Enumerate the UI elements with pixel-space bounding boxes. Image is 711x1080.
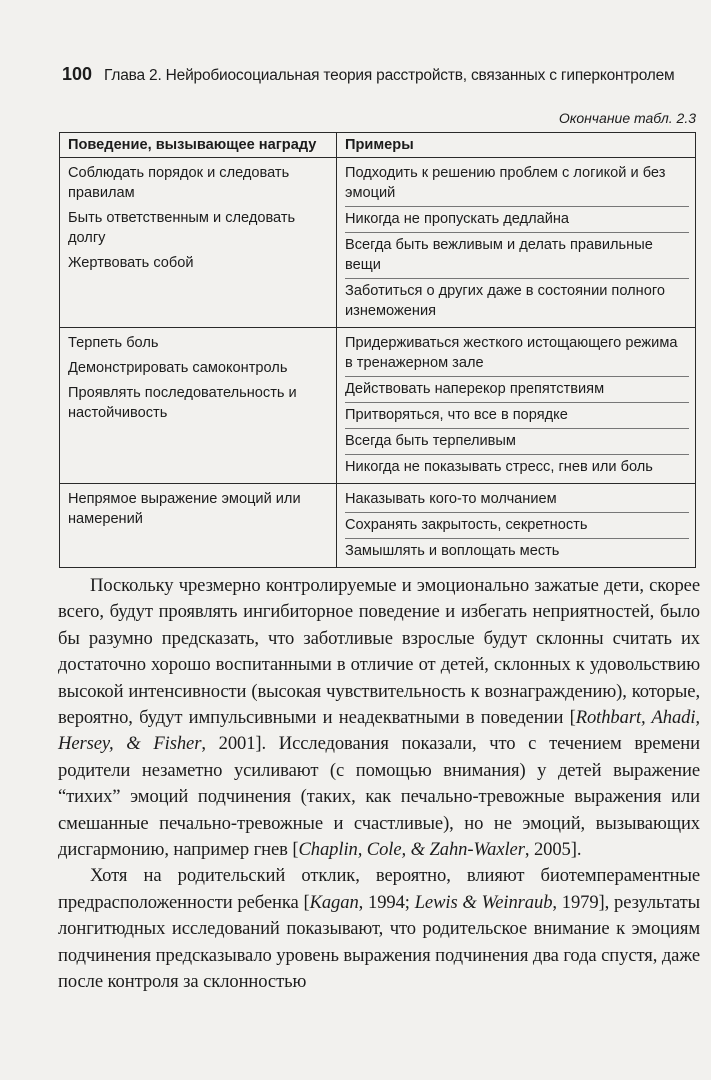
page-number: 100 <box>62 64 93 84</box>
example-item: Притворяться, что все в порядке <box>345 403 689 429</box>
example-item: Действовать наперекор препятствиям <box>345 377 689 403</box>
example-item: Замышлять и воплощать месть <box>345 543 560 559</box>
example-item: Никогда не пропускать дедлайна <box>345 207 689 233</box>
table-header-row <box>60 133 696 158</box>
behavior-item: Соблюдать порядок и следовать правилам <box>68 165 290 201</box>
example-item: Всегда быть терпеливым <box>345 429 689 455</box>
behavior-item: Быть ответственным и следовать долгу <box>68 210 296 246</box>
citation-authors: Lewis & Weinraub <box>414 891 553 913</box>
examples-cell <box>337 328 696 484</box>
behavior-cell <box>60 328 337 484</box>
table-row <box>60 158 696 328</box>
paragraph-text: , 1994; <box>358 891 415 913</box>
table-row <box>60 328 696 484</box>
column-header-examples: Примеры <box>337 133 696 158</box>
behavior-table <box>59 132 696 568</box>
behavior-item: Демонстрировать самоконтроль <box>68 360 288 376</box>
behavior-item: Терпеть боль <box>68 335 159 351</box>
example-item: Никогда не показывать стресс, гнев или боль <box>345 459 653 475</box>
behavior-cell <box>60 158 337 328</box>
example-item: Сохранять закрытость, секретность <box>345 513 689 539</box>
table-row <box>60 484 696 568</box>
running-head: Глава 2. Нейробиосоциальная теория расстройств, связанных с гиперконтролем <box>104 67 675 84</box>
page-header <box>62 64 702 85</box>
citation-authors: Rothbart, Ahadi, Hersey, & Fisher <box>58 707 700 755</box>
example-item: Наказывать кого-то молчанием <box>345 487 689 513</box>
paragraph-text: Хотя на родительский отклик, вероятно, влияют биотемпераментные предрасположенности ребенка [ <box>58 865 700 913</box>
column-header-behavior: Поведение, вызывающее награду <box>60 133 337 158</box>
table-caption: Окончание табл. 2.3 <box>558 110 696 126</box>
behavior-item: Проявлять последовательность и настойчивость <box>68 385 297 421</box>
example-item: Заботиться о других даже в состоянии полного изнеможения <box>345 283 665 319</box>
examples-cell <box>337 158 696 328</box>
paragraph <box>58 573 700 863</box>
examples-cell <box>337 484 696 568</box>
paragraph-text: Поскольку чрезмерно контролируемые и эмоционально зажатые дети, скорее всего, будут проявлять ингибиторное поведение и избегать неприятностей, было бы разумно предсказать, что заботливые взрослые будут склонны считать их достаточно хорошо воспитанными в отличие от детей, склонных к удовольствию высокой интенсивности (высокая чувствительность к вознаграждению), которые, вероятно, будут импульсивными и неадекватными в поведении [ <box>58 575 700 729</box>
citation-authors: Chaplin, Cole, & Zahn-Waxler <box>298 839 525 861</box>
body-text <box>58 573 700 996</box>
paragraph-text: , 2005]. <box>524 839 582 861</box>
behavior-item: Непрямое выражение эмоций или намерений <box>68 491 301 527</box>
paragraph-text: , 1979], результаты лонгитюдных исследований показывают, что родительское внимание к эмоциям подчинения предсказывало уровень выражения подчинения два года спустя, даже после контроля за склонностью <box>58 891 701 993</box>
example-item: Всегда быть вежливым и делать правильные вещи <box>345 233 689 279</box>
paragraph-text: , 2001]. Исследования показали, что с течением времени родители незаметно усиливают (с помощью внимания) у детей выражение “тихих” эмоций подчинения (таких, как печально-тревожные выражения или смешанные печально-тревожные и счастливые), но не эмоций, вызывающих дисгармонию, например гнев [ <box>58 733 700 861</box>
example-item: Подходить к решению проблем с логикой и без эмоций <box>345 161 689 207</box>
citation-authors: Kagan <box>309 891 359 913</box>
behavior-item: Жертвовать собой <box>68 255 194 271</box>
paragraph <box>58 863 700 995</box>
example-item: Придерживаться жесткого истощающего режима в тренажерном зале <box>345 331 689 377</box>
behavior-cell <box>60 484 337 568</box>
